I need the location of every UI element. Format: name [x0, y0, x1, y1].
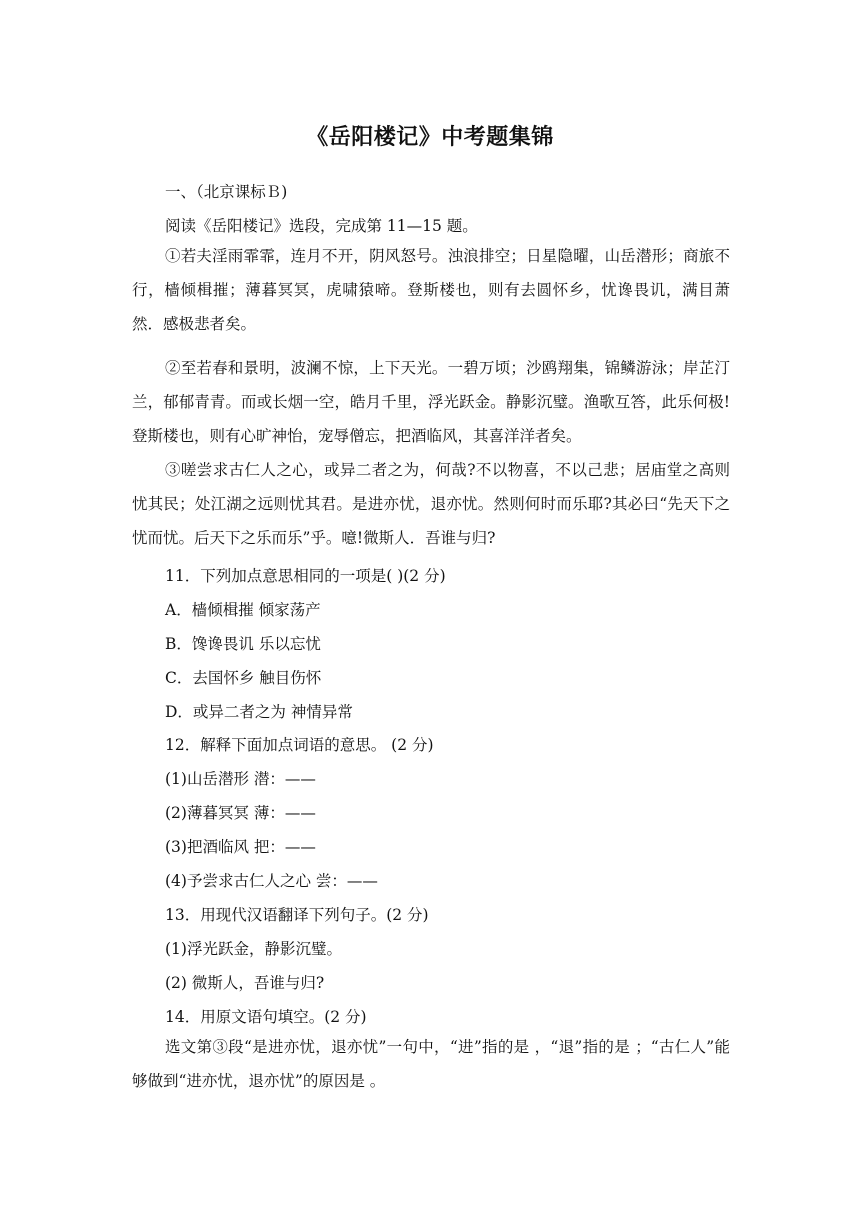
question-12-item-3: (3)把酒临风 把：—— [165, 838, 316, 856]
section-heading: 一、（北京课标Ｂ) [165, 183, 288, 201]
question-11-option-b: B．馋谗畏讥 乐以忘忧 [165, 635, 321, 653]
question-14-body: 选文第③段“是进亦忧，退亦忧”一句中，“进”指的是 ，“退”指的是 ；“古仁人”能够做到“进亦忧，退亦忧”的原因是 。 [132, 1038, 730, 1090]
passage-paragraph-2: ②至若春和景明，波澜不惊，上下天光。一碧万顷；沙鸥翔集，锦鳞游泳；岸芷汀兰，郁郁青青。而或长烟一空，皓月千里，浮光跃金。静影沉璧。渔歌互答，此乐何极!登斯楼也，则有心旷神怡，宠辱僧忘，把酒临风，其喜洋洋者矣。 [132, 359, 730, 445]
question-12-stem: 12．解释下面加点词语的意思。 (2 分) [165, 736, 434, 754]
question-13-item-2: (2) 微斯人，吾谁与归? [165, 974, 325, 992]
page-title: 《岳阳楼记》中考题集锦 [306, 124, 554, 150]
question-13-item-1: (1)浮光跃金，静影沉璧。 [165, 940, 342, 958]
question-11-stem: 11．下列加点意思相同的一项是( )(2 分) [165, 567, 446, 585]
question-11-option-c: C．去国怀乡 触目伤怀 [165, 669, 322, 687]
question-11-option-a: A．樯倾楫摧 倾家荡产 [165, 601, 321, 619]
question-12-item-2: (2)薄暮冥冥 薄：—— [165, 804, 316, 822]
question-12-item-4: (4)予尝求古仁人之心 尝：—— [165, 872, 378, 890]
question-13-stem: 13．用现代汉语翻译下列句子。(2 分) [165, 906, 429, 924]
question-14-stem: 14．用原文语句填空。(2 分) [165, 1008, 367, 1026]
question-11-option-d: D．或异二者之为 神情异常 [165, 703, 353, 721]
passage-paragraph-3: ③嗟尝求古仁人之心，或异二者之为，何哉?不以物喜，不以己悲；居庙堂之高则忧其民；处江湖之远则忧其君。是进亦忧，退亦忧。然则何时而乐耶?其必曰“先天下之忧而忧。后天下之乐而乐”乎。噫!微斯人．吾谁与归? [132, 461, 730, 547]
section-intro: 阅读《岳阳楼记》选段，完成第 11—15 题。 [165, 217, 478, 235]
passage-paragraph-1: ①若夫淫雨霏霏，连月不开，阴风怒号。浊浪排空；日星隐曜，山岳潜形；商旅不行，樯倾楫摧；薄暮冥冥，虎啸猿啼。登斯楼也，则有去圆怀乡，忧谗畏讥，满目萧然．感极悲者矣。 [132, 247, 730, 333]
question-12-item-1: (1)山岳潜形 潜：—— [165, 770, 316, 788]
